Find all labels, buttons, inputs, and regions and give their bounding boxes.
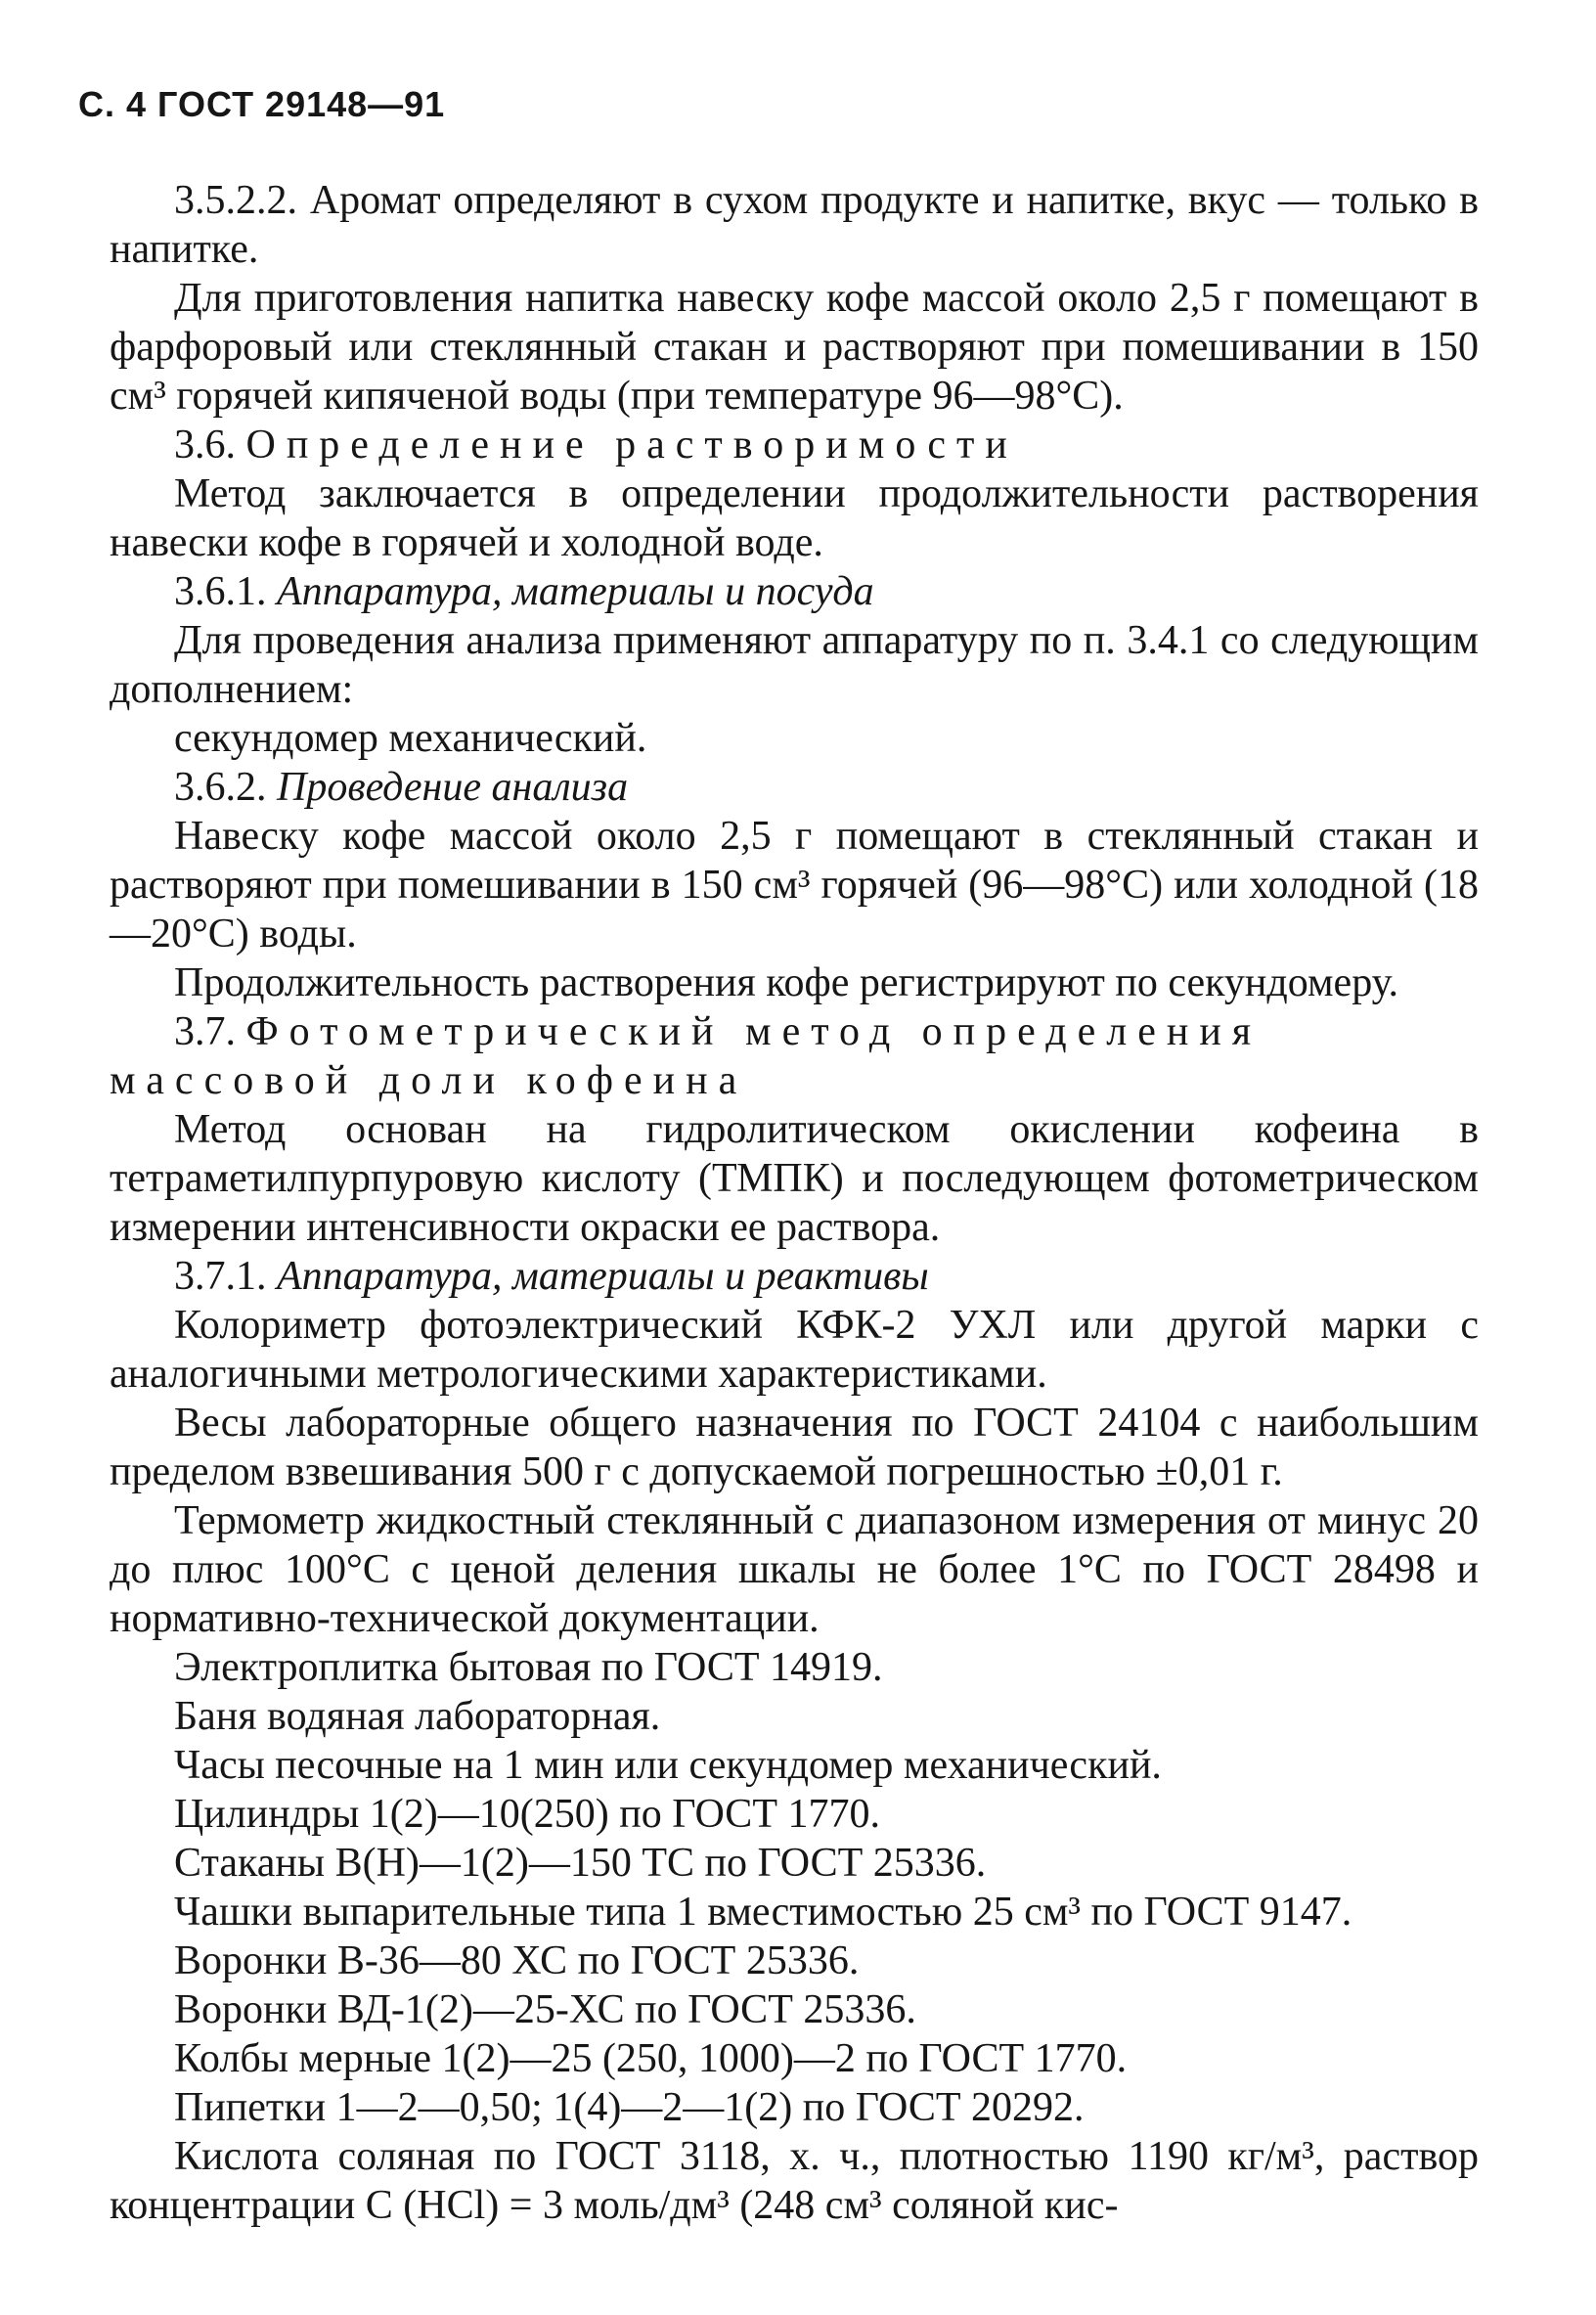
paragraph: Продолжительность растворения кофе регистрируют по секундомеру. — [174, 960, 1398, 1005]
list-item: Воронки ВД-1(2)—25-ХС по ГОСТ 25336. — [174, 1987, 916, 2032]
section-number: 3.7.1. — [174, 1254, 267, 1299]
list-item: Чашки выпарительные типа 1 вместимостью 25 см³ по ГОСТ 9147. — [174, 1890, 1352, 1935]
section-number: 3.6. — [174, 423, 236, 467]
list-item: Цилиндры 1(2)—10(250) по ГОСТ 1770. — [174, 1792, 880, 1837]
subsection-heading — [110, 763, 1479, 812]
section-number: 3.6.2. — [174, 765, 267, 810]
paragraph: Навеску кофе массой около 2,5 г помещают в стеклянный стакан и растворяют при помешивании в 150 см³ горячей (96—98°С) или холодной (18—20°С) воды. — [110, 814, 1479, 957]
section-title: Фотометрический метод определения массовой доли кофеина — [110, 1009, 1263, 1103]
list-item: Кислота соляная по ГОСТ 3118, х. ч., плотностью 1190 кг/м³, раствор концентрации С (НСl) = 3 моль/дм³ (248 см³ соляной кис- — [110, 2134, 1479, 2228]
paragraph: 3.5.2.2. Аромат определяют в сухом продукте и напитке, вкус — только в напитке. — [110, 178, 1479, 272]
section-title: Аппаратура, материалы и посуда — [277, 569, 874, 614]
page-header: С. 4 ГОСТ 29148—91 — [78, 84, 446, 124]
document-body — [110, 176, 1479, 2230]
list-item: Баня водяная лабораторная. — [174, 1694, 661, 1739]
list-item: Колбы мерные 1(2)—25 (250, 1000)—2 по ГОСТ 1770. — [174, 2036, 1128, 2081]
section-heading — [110, 421, 1479, 469]
section-title: Проведение анализа — [277, 765, 629, 810]
paragraph: Метод основан на гидролитическом окислении кофеина в тетраметилпурпуровую кислоту (ТМПК) и последующем фотометрическом измерении интенсивности окраски ее раствора. — [110, 1107, 1479, 1250]
list-item: Воронки В-36—80 ХС по ГОСТ 25336. — [174, 1938, 860, 1983]
paragraph: Колориметр фотоэлектрический КФК-2 УХЛ или другой марки с аналогичными метрологическими характеристиками. — [110, 1303, 1479, 1397]
paragraph: Для проведения анализа применяют аппаратуру по п. 3.4.1 со следующим дополнением: — [110, 618, 1479, 712]
paragraph: Метод заключается в определении продолжительности растворения навески кофе в горячей и холодной воде. — [110, 471, 1479, 565]
list-item: Электроплитка бытовая по ГОСТ 14919. — [174, 1645, 883, 1690]
section-title: Определение растворимости — [245, 423, 1018, 467]
section-heading — [110, 1007, 1479, 1105]
subsection-heading — [110, 1252, 1479, 1301]
paragraph: Термометр жидкостный стеклянный с диапазоном измерения от минус 20 до плюс 100°С с ценой деления шкалы не более 1°С по ГОСТ 28498 и нормативно-технической документации. — [110, 1498, 1479, 1641]
paragraph: Для приготовления напитка навеску кофе массой около 2,5 г помещают в фарфоровый или стеклянный стакан и растворяют при помешивании в 150 см³ горячей кипяченой воды (при температуре 96—98°С). — [110, 276, 1479, 419]
list-item: Часы песочные на 1 мин или секундомер механический. — [174, 1743, 1162, 1788]
list-item: Стаканы В(Н)—1(2)—150 ТС по ГОСТ 25336. — [174, 1841, 987, 1886]
subsection-heading — [110, 567, 1479, 616]
section-number: 3.6.1. — [174, 569, 267, 614]
paragraph: секундомер механический. — [174, 716, 647, 761]
list-item: Пипетки 1—2—0,50; 1(4)—2—1(2) по ГОСТ 20292. — [174, 2085, 1085, 2130]
section-number: 3.7. — [174, 1009, 236, 1054]
section-title: Аппаратура, материалы и реактивы — [277, 1254, 929, 1299]
paragraph: Весы лабораторные общего назначения по ГОСТ 24104 с наибольшим пределом взвешивания 500 г с допускаемой погрешностью ±0,01 г. — [110, 1401, 1479, 1494]
